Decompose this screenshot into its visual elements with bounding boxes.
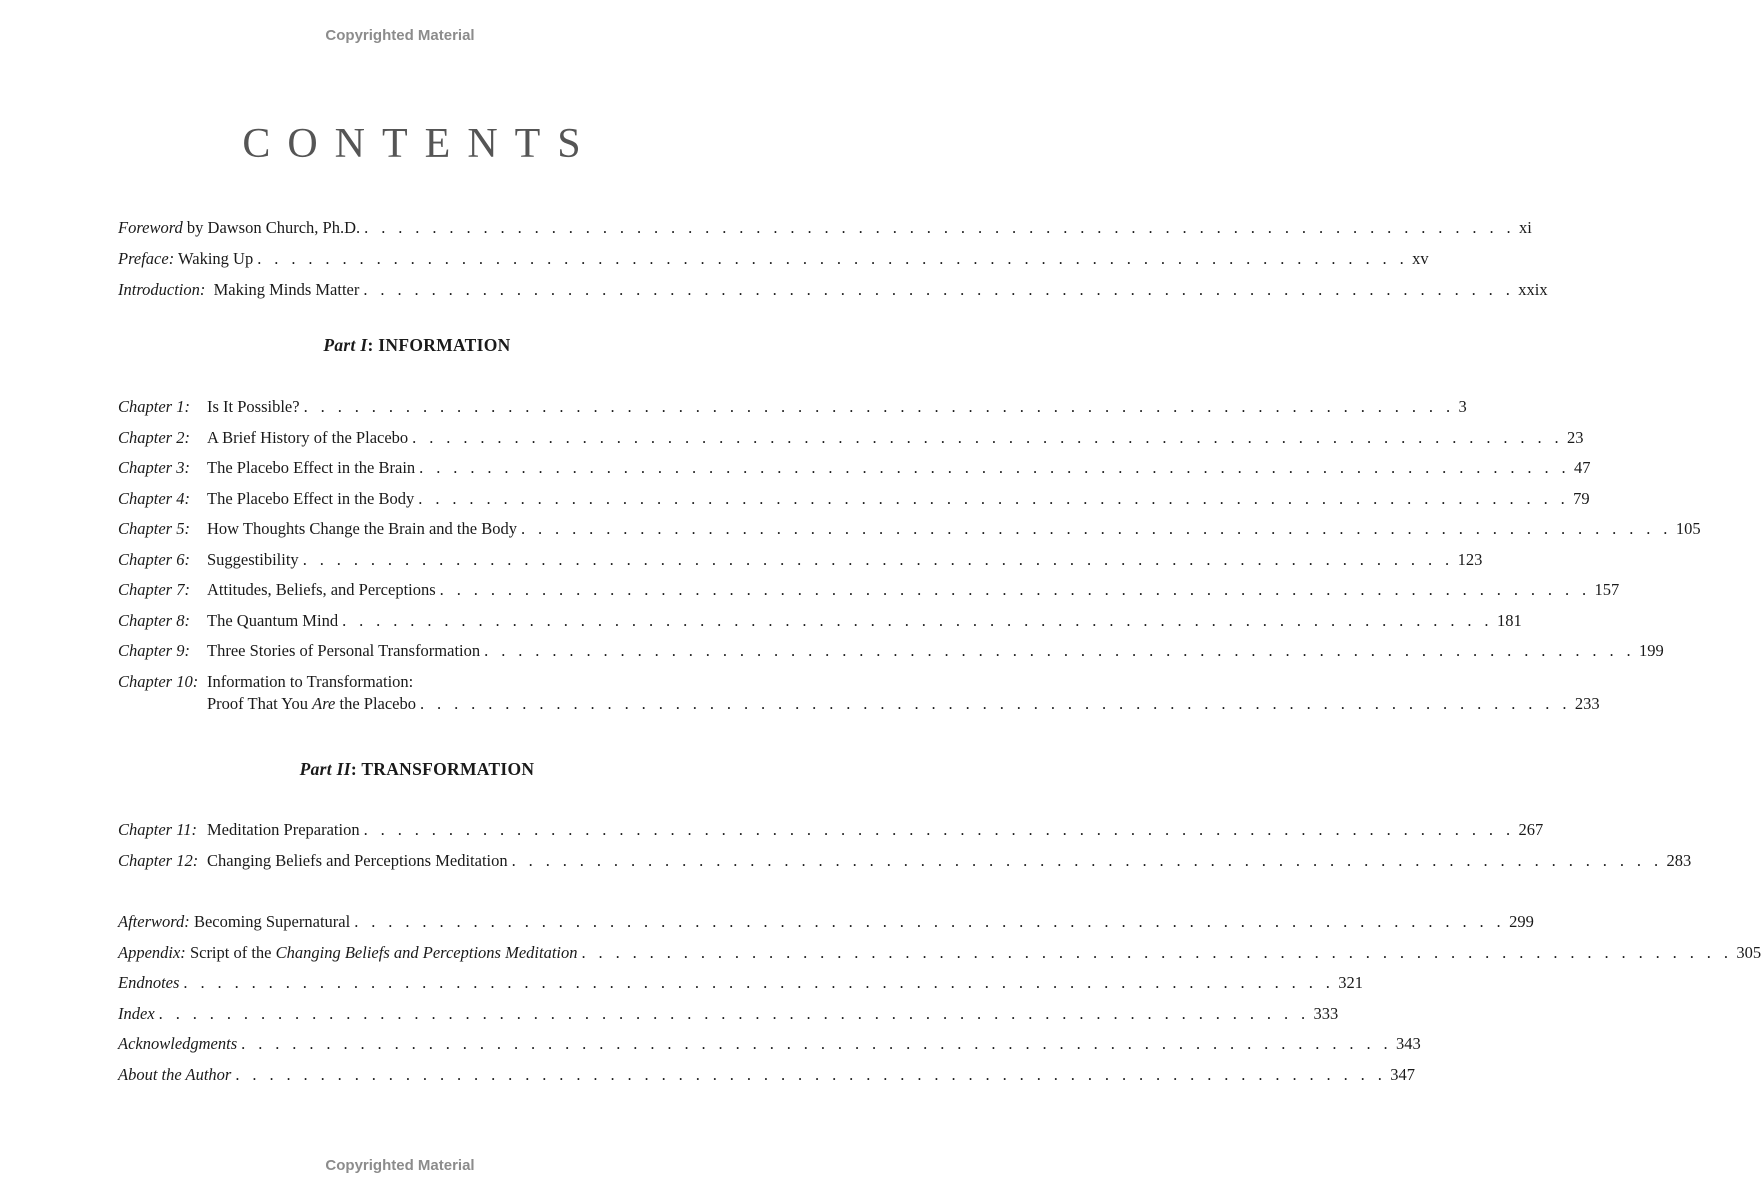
entry-label: Acknowledgments: [118, 1034, 238, 1053]
entry-label: About the Author: [118, 1065, 232, 1084]
leader-dots: . . . . . . . . . . . . . . . . . . . . . . . . . . . . . . . . . . . . . . . . . . . . . . . . . . . . . . . . . . . . . . . . . . . .: [484, 641, 1636, 660]
entry-page: 305: [1736, 943, 1761, 962]
chapter-page: 105: [1675, 519, 1701, 538]
chapter-title: Changing Beliefs and Perceptions Meditation: [207, 851, 508, 870]
chapter-number: Chapter 12:: [118, 851, 199, 870]
chapter-title: The Quantum Mind: [207, 611, 339, 630]
toc-entry-appendix[interactable]: [118, 942, 1761, 964]
leader-dots: . . . . . . . . . . . . . . . . . . . . . . . . . . . . . . . . . . . . . . . . . . . . . . . . . . . . . . . . . . . . . . . . . . . .: [581, 943, 1733, 962]
chapter-title: The Placebo Effect in the Body: [207, 489, 415, 508]
entry-title: Becoming Supernatural: [189, 912, 351, 931]
chapter-page: 23: [1567, 428, 1584, 447]
chapter-page: 233: [1574, 694, 1600, 713]
chapter-number: Chapter 4:: [118, 489, 190, 508]
part-label: Part II: [299, 759, 351, 779]
entry-page: 343: [1396, 1034, 1421, 1053]
toc-entry-foreword[interactable]: [118, 217, 1532, 239]
entry-page: 333: [1313, 1004, 1339, 1023]
toc-entry-preface[interactable]: [118, 248, 1429, 270]
chapter-title: Attitudes, Beliefs, and Perceptions: [207, 580, 436, 599]
chapter-page: 157: [1594, 580, 1620, 599]
chapter-number: Chapter 10:: [118, 672, 199, 691]
chapter-title: The Placebo Effect in the Brain: [207, 458, 416, 477]
leader-dots: . . . . . . . . . . . . . . . . . . . . . . . . . . . . . . . . . . . . . . . . . . . . . . . . . . . . . . . . . . . . . . . . . . . .: [303, 397, 1455, 416]
toc-entry-chapter-12[interactable]: [118, 850, 1692, 872]
leader-dots: . . . . . . . . . . . . . . . . . . . . . . . . . . . . . . . . . . . . . . . . . . . . . . . . . . . . . . . . . . . . . . . . . . . .: [420, 694, 1571, 713]
leader-dots: . . . . . . . . . . . . . . . . . . . . . . . . . . . . . . . . . . . . . . . . . . . . . . . . . . . . . . . . . . . . . . . . . . . .: [235, 1065, 1387, 1084]
chapter-page: 283: [1666, 851, 1692, 870]
leader-dots: . . . . . . . . . . . . . . . . . . . . . . . . . . . . . . . . . . . . . . . . . . . . . . . . . . . . . . . . . . . . . . . . . . . .: [439, 580, 1591, 599]
leader-dots: . . . . . . . . . . . . . . . . . . . . . . . . . . . . . . . . . . . . . . . . . . . . . . . . . . . . . . . . . . . . . . . . . . . .: [412, 428, 1564, 447]
entry-title: Making Minds Matter: [205, 280, 360, 299]
toc-entry-chapter-8[interactable]: [118, 610, 1522, 632]
entry-label: Foreword: [118, 218, 183, 237]
chapter-page: 267: [1518, 820, 1544, 839]
chapter-title: Three Stories of Personal Transformation: [207, 641, 481, 660]
leader-dots: . . . . . . . . . . . . . . . . . . . . . . . . . . . . . . . . . . . . . . . . . . . . . . . . . . . . . . . . . . . . . . . . . . . .: [418, 489, 1570, 508]
entry-label: Afterword:: [118, 912, 190, 931]
toc-entry-chapter-3[interactable]: [118, 457, 1591, 479]
chapter-title: How Thoughts Change the Brain and the Body: [207, 519, 517, 538]
toc-entry-chapter-9[interactable]: [118, 640, 1664, 662]
entry-page: 321: [1338, 973, 1364, 992]
leader-dots: . . . . . . . . . . . . . . . . . . . . . . . . . . . . . . . . . . . . . . . . . . . . . . . . . . . . . . . . . . . . . . . . . . . .: [342, 611, 1493, 630]
toc-entry-acknowledgments[interactable]: [118, 1033, 1421, 1055]
chapter-number: Chapter 3:: [118, 458, 190, 477]
chapter-number: Chapter 7:: [118, 580, 190, 599]
chapter-number: Chapter 9:: [118, 641, 190, 660]
entry-label: Preface:: [118, 249, 175, 268]
toc-entry-chapter-10-line-2[interactable]: [207, 693, 1600, 715]
entry-label: Appendix:: [118, 943, 186, 962]
entry-page: xi: [1519, 218, 1532, 237]
part-title: : TRANSFORMATION: [350, 759, 535, 779]
copyright-footer: Copyrighted Material: [325, 1157, 475, 1174]
leader-dots: . . . . . . . . . . . . . . . . . . . . . . . . . . . . . . . . . . . . . . . . . . . . . . . . . . . . . . . . . . . . . . . . . . . .: [241, 1034, 1393, 1053]
chapter-title: Is It Possible?: [207, 397, 300, 416]
chapter-title-line-2: Proof That You Are the Placebo: [207, 694, 416, 713]
part-heading-transformation: [0, 759, 834, 780]
entry-title: Script of the: [185, 943, 276, 962]
chapter-number: Chapter 5:: [118, 519, 190, 538]
toc-entry-chapter-10-line-1[interactable]: [118, 671, 714, 693]
chapter-title: Meditation Preparation: [207, 820, 360, 839]
chapter-number: Chapter 6:: [118, 550, 190, 569]
entry-label: Introduction:: [118, 280, 206, 299]
toc-entry-about-the-author[interactable]: [118, 1064, 1415, 1086]
toc-entry-afterword[interactable]: [118, 911, 1534, 933]
leader-dots: . . . . . . . . . . . . . . . . . . . . . . . . . . . . . . . . . . . . . . . . . . . . . . . . . . . . . . . . . . . . . . . . . . . .: [302, 550, 1454, 569]
copyright-header: Copyrighted Material: [325, 27, 475, 44]
toc-entry-chapter-4[interactable]: [118, 488, 1590, 510]
toc-entry-chapter-5[interactable]: [118, 518, 1701, 540]
leader-dots: . . . . . . . . . . . . . . . . . . . . . . . . . . . . . . . . . . . . . . . . . . . . . . . . . . . . . . . . . . . . . . . . . . . .: [257, 249, 1409, 268]
leader-dots: . . . . . . . . . . . . . . . . . . . . . . . . . . . . . . . . . . . . . . . . . . . . . . . . . . . . . . . . . . . . . . . . . . . .: [363, 820, 1515, 839]
chapter-page: 3: [1458, 397, 1467, 416]
toc-entry-chapter-6[interactable]: [118, 549, 1483, 571]
leader-dots: . . . . . . . . . . . . . . . . . . . . . . . . . . . . . . . . . . . . . . . . . . . . . . . . . . . . . . . . . . . . . . . . . . . .: [364, 218, 1516, 237]
chapter-number: Chapter 11:: [118, 820, 197, 839]
leader-dots: . . . . . . . . . . . . . . . . . . . . . . . . . . . . . . . . . . . . . . . . . . . . . . . . . . . . . . . . . . . . . . . . . . . .: [511, 851, 1663, 870]
leader-dots: . . . . . . . . . . . . . . . . . . . . . . . . . . . . . . . . . . . . . . . . . . . . . . . . . . . . . . . . . . . . . . . . . . . .: [520, 519, 1672, 538]
chapter-page: 199: [1639, 641, 1664, 660]
part-heading-information: [0, 335, 834, 356]
entry-page: xv: [1412, 249, 1429, 268]
chapter-page: 181: [1496, 611, 1522, 630]
chapter-page: 47: [1574, 458, 1591, 477]
chapter-number: Chapter 8:: [118, 611, 190, 630]
entry-title: Waking Up: [174, 249, 254, 268]
entry-page: xxix: [1518, 280, 1548, 299]
toc-entry-endnotes[interactable]: [118, 972, 1364, 994]
toc-entry-chapter-1[interactable]: [118, 396, 1467, 418]
entry-label: Endnotes: [118, 973, 180, 992]
chapter-page: 123: [1457, 550, 1483, 569]
toc-entry-chapter-7[interactable]: [118, 579, 1620, 601]
leader-dots: . . . . . . . . . . . . . . . . . . . . . . . . . . . . . . . . . . . . . . . . . . . . . . . . . . . . . . . . . . . . . . . . . . . .: [183, 973, 1335, 992]
chapter-title-line-1: Information to Transformation:: [207, 672, 414, 691]
entry-title: by Dawson Church, Ph.D.: [182, 218, 361, 237]
toc-entry-index[interactable]: [118, 1003, 1339, 1025]
entry-title-italic: Changing Beliefs and Perceptions Meditation: [275, 943, 578, 962]
toc-entry-chapter-11[interactable]: [118, 819, 1544, 841]
leader-dots: . . . . . . . . . . . . . . . . . . . . . . . . . . . . . . . . . . . . . . . . . . . . . . . . . . . . . . . . . . . . . . . . . . . .: [354, 912, 1506, 931]
chapter-number: Chapter 1:: [118, 397, 190, 416]
part-label: Part I: [323, 335, 368, 355]
chapter-page: 79: [1573, 489, 1590, 508]
part-title: : INFORMATION: [367, 335, 511, 355]
chapter-title: A Brief History of the Placebo: [207, 428, 409, 447]
toc-entry-introduction[interactable]: [118, 279, 1548, 301]
entry-page: 347: [1390, 1065, 1415, 1084]
chapter-number: Chapter 2:: [118, 428, 190, 447]
toc-entry-chapter-2[interactable]: [118, 427, 1584, 449]
chapter-title: Suggestibility: [207, 550, 299, 569]
entry-page: 299: [1509, 912, 1534, 931]
leader-dots: . . . . . . . . . . . . . . . . . . . . . . . . . . . . . . . . . . . . . . . . . . . . . . . . . . . . . . . . . . . . . . . . . . . .: [158, 1004, 1310, 1023]
entry-label: Index: [118, 1004, 155, 1023]
page-title: CONTENTS: [242, 121, 598, 167]
leader-dots: . . . . . . . . . . . . . . . . . . . . . . . . . . . . . . . . . . . . . . . . . . . . . . . . . . . . . . . . . . . . . . . . . . . .: [363, 280, 1515, 299]
leader-dots: . . . . . . . . . . . . . . . . . . . . . . . . . . . . . . . . . . . . . . . . . . . . . . . . . . . . . . . . . . . . . . . . . . . .: [419, 458, 1571, 477]
